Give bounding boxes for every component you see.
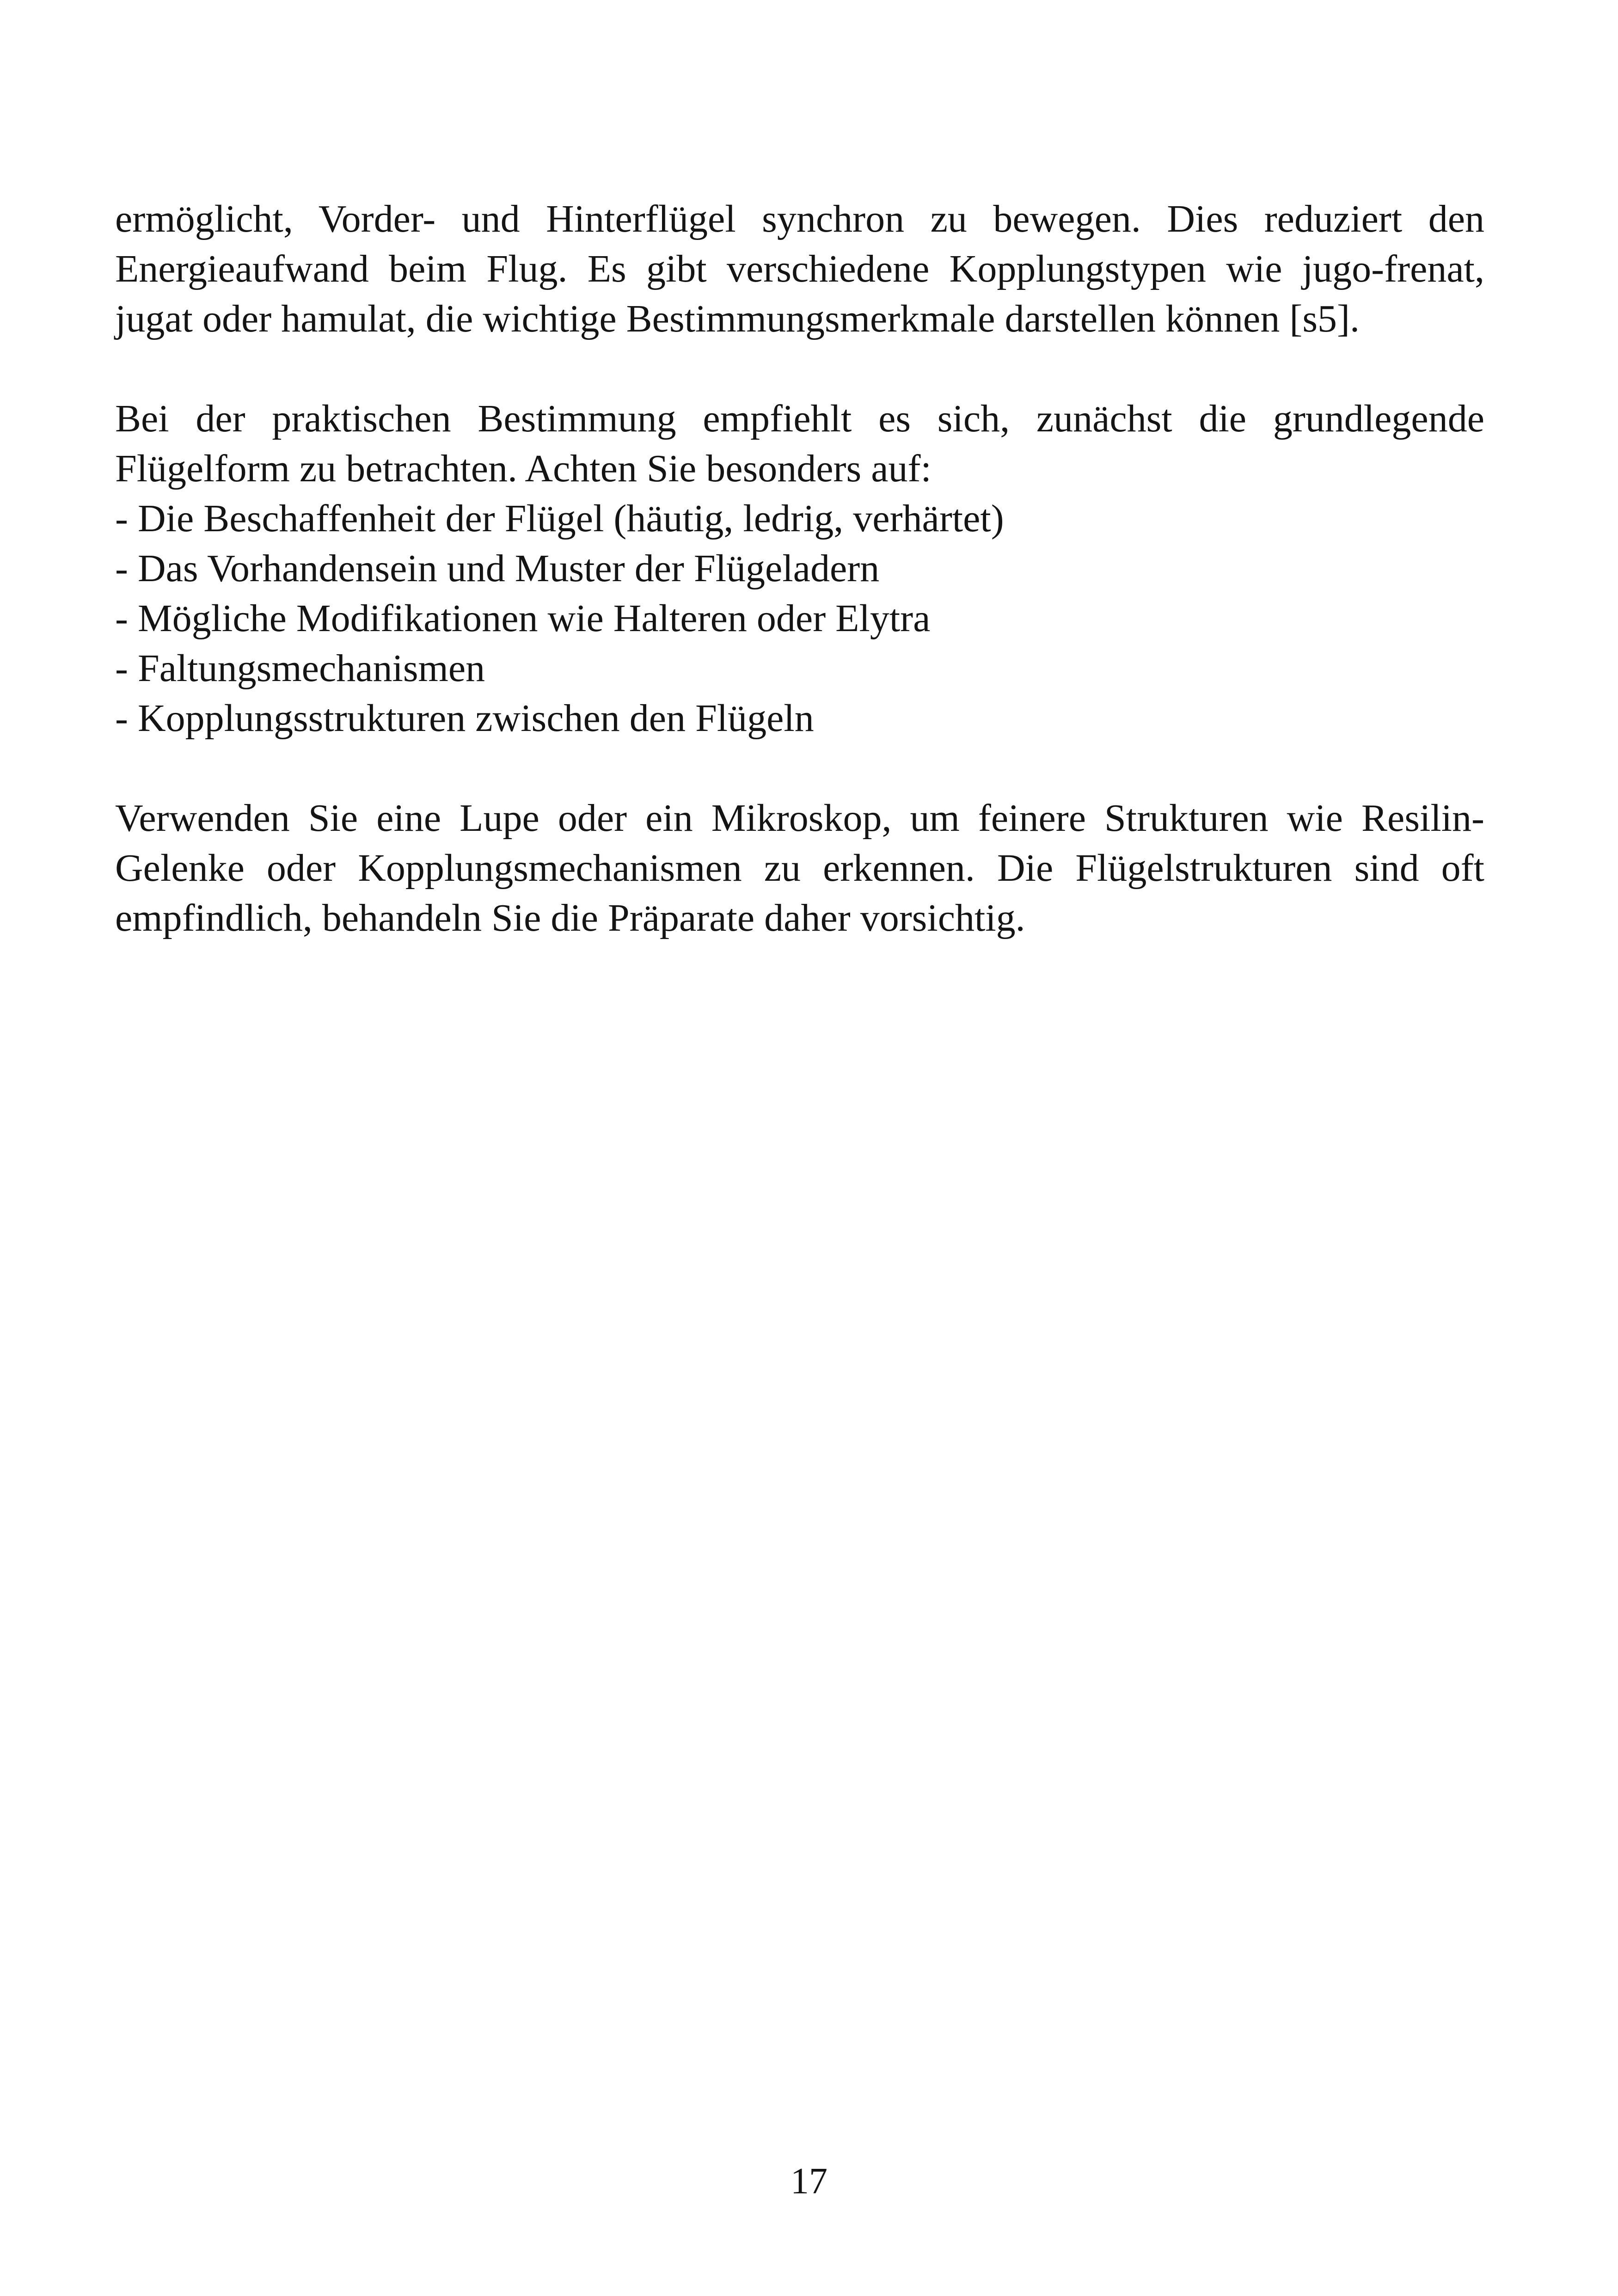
list-item: - Mögliche Modifikationen wie Halteren oder Elytra [115,597,931,640]
page-number: 17 [791,2161,827,2202]
paragraph-spacer [115,743,1484,793]
paragraph-magnification: Verwenden Sie eine Lupe oder ein Mikroskop, um feinere Strukturen wie Resilin-Gelenke oder Kopplungsmechanismen zu erkennen. Die Flügelstrukturen sind oft empfindlich, behandeln Sie die Präparate daher vorsichtig. [115,797,1484,939]
list-item: - Kopplungsstrukturen zwischen den Flügeln [115,697,814,740]
list-item: - Die Beschaffenheit der Flügel (häutig, ledrig, verhärtet) [115,497,1004,540]
list-item: - Das Vorhandensein und Muster der Flügeladern [115,547,880,590]
paragraph-coupling: ermöglicht, Vorder- und Hinterflügel synchron zu bewegen. Dies reduziert den Energieaufwand beim Flug. Es gibt verschiedene Kopplungstypen wie jugo-frenat, jugat oder hamulat, die wichtige Bestimmungsmerkmale darstellen können [s5]. [115,197,1484,340]
list-item: - Faltungsmechanismen [115,647,485,690]
paragraph-spacer [115,344,1484,394]
feature-list [115,494,1484,743]
page-body [115,194,1484,943]
paragraph-identification: Bei der praktischen Bestimmung empfiehlt es sich, zunächst die grundlegende Flügelform zu betrachten. Achten Sie besonders auf: [115,397,1484,490]
